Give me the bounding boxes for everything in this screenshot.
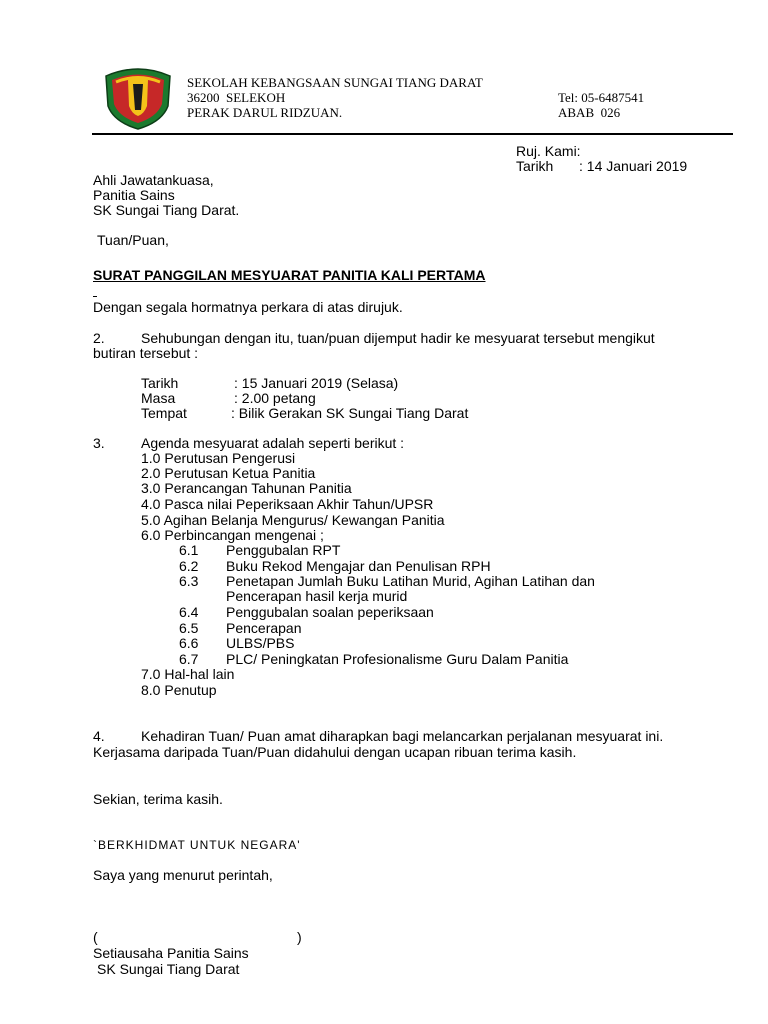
signatory-school: SK Sungai Tiang Darat <box>97 961 240 977</box>
subagenda-text-continued: Pencerapan hasil kerja murid <box>226 588 408 604</box>
signature-close-bracket: ) <box>297 929 302 945</box>
paragraph-4-number: 4. <box>93 728 105 744</box>
detail-label-place: Tempat <box>141 405 187 421</box>
subagenda-text: Pencerapan <box>226 620 302 636</box>
agenda-item: 7.0 Hal-hal lain <box>141 666 235 682</box>
agenda-item: 1.0 Perutusan Pengerusi <box>141 450 296 466</box>
recipient-line3: SK Sungai Tiang Darat. <box>93 202 240 218</box>
address-line2: PERAK DARUL RIDZUAN. <box>187 105 343 120</box>
detail-label-time: Masa <box>141 390 176 406</box>
recipient-line2: Panitia Sains <box>93 187 175 203</box>
subagenda-number: 6.1 <box>179 542 199 558</box>
detail-value-date: : 15 Januari 2019 (Selasa) <box>234 375 399 391</box>
subagenda-text: PLC/ Peningkatan Profesionalisme Guru Dalam Panitia <box>226 651 569 667</box>
subagenda-number: 6.2 <box>179 558 199 574</box>
recipient-line1: Ahli Jawatankuasa, <box>93 172 214 188</box>
paragraph-4-line1: Kehadiran Tuan/ Puan amat diharapkan bagi melancarkan perjalanan mesyuarat ini. <box>141 728 664 744</box>
date-value: : 14 Januari 2019 <box>579 158 688 174</box>
sign-off: Saya yang menurut perintah, <box>93 867 273 883</box>
address-line1: 36200 SELEKOH <box>187 90 286 105</box>
agenda-intro: Agenda mesyuarat adalah seperti berikut : <box>141 435 405 451</box>
signature-open-bracket: ( <box>93 929 98 945</box>
subagenda-text: Penggubalan soalan peperiksaan <box>226 604 434 620</box>
paragraph-3-number: 3. <box>93 435 105 451</box>
agenda-item: 6.0 Perbincangan mengenai ; <box>141 527 324 543</box>
subagenda-text: Penggubalan RPT <box>226 542 341 558</box>
agenda-item: 5.0 Agihan Belanja Mengurus/ Kewangan Panitia <box>141 512 445 528</box>
subagenda-text: ULBS/PBS <box>226 635 295 651</box>
paragraph-2-line1: Sehubungan dengan itu, tuan/puan dijemput hadir ke mesyuarat tersebut mengikut <box>141 330 655 346</box>
closing: Sekian, terima kasih. <box>93 791 223 807</box>
paragraph-1: Dengan segala hormatnya perkara di atas dirujuk. <box>93 299 403 315</box>
telephone: Tel: 05-6487541 <box>558 90 645 105</box>
detail-value-time: : 2.00 petang <box>234 390 316 406</box>
signatory-title: Setiausaha Panitia Sains <box>93 945 249 961</box>
school-code: ABAB 026 <box>558 105 621 120</box>
paragraph-2-number: 2. <box>93 330 105 346</box>
subagenda-number: 6.6 <box>179 635 199 651</box>
subagenda-number: 6.7 <box>179 651 199 667</box>
agenda-item: 4.0 Pasca nilai Peperiksaan Akhir Tahun/UPSR <box>141 496 434 512</box>
reference-label: Ruj. Kami: <box>516 143 581 159</box>
date-label: Tarikh <box>516 158 554 174</box>
agenda-item: 8.0 Penutup <box>141 682 217 698</box>
detail-label-date: Tarikh <box>141 375 179 391</box>
subagenda-number: 6.4 <box>179 604 199 620</box>
school-name: SEKOLAH KEBANGSAAN SUNGAI TIANG DARAT <box>187 75 483 90</box>
school-logo <box>102 66 174 135</box>
letterhead-rule <box>92 133 733 135</box>
salutation: Tuan/Puan, <box>97 232 169 248</box>
paragraph-2-line2: butiran tersebut : <box>93 345 199 361</box>
subagenda-number: 6.3 <box>179 573 199 589</box>
agenda-item: 2.0 Perutusan Ketua Panitia <box>141 465 316 481</box>
agenda-item: 3.0 Perancangan Tahunan Panitia <box>141 480 352 496</box>
subagenda-number: 6.5 <box>179 620 199 636</box>
subagenda-text: Penetapan Jumlah Buku Latihan Murid, Agihan Latihan dan <box>226 573 595 589</box>
detail-value-place: : Bilik Gerakan SK Sungai Tiang Darat <box>231 405 469 421</box>
motto: `BERKHIDMAT UNTUK NEGARA' <box>93 838 301 852</box>
letter-subject: SURAT PANGGILAN MESYUARAT PANITIA KALI PERTAMA <box>93 267 486 283</box>
marker-dash <box>93 296 97 297</box>
subagenda-text: Buku Rekod Mengajar dan Penulisan RPH <box>226 558 491 574</box>
paragraph-4-line2: Kerjasama daripada Tuan/Puan didahului dengan ucapan ribuan terima kasih. <box>93 744 577 760</box>
